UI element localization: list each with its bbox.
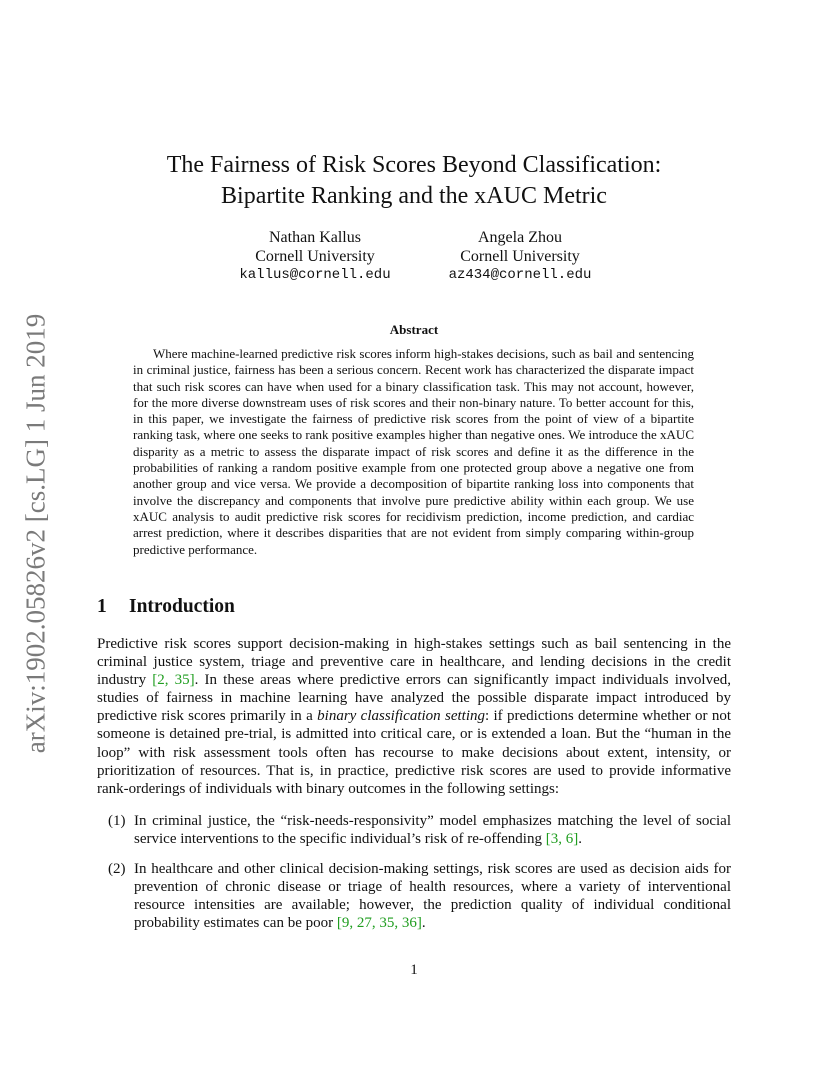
paper-title-line-1: The Fairness of Risk Scores Beyond Classification: [166, 152, 662, 178]
intro-text: : if predictions determine whether or not someone is detained pre-trial, is admitted into critical care, or is extended a loan. But the “human in the loop” with risk assessment tools often has recourse to make decisions about extent, intensity, or prioritization of resources. That is, in practice, predictive risk scores are used to provide informative rank-orderings of individuals with binary outcomes in the following settings: [97, 708, 731, 797]
list-item-label: (2) [108, 861, 126, 877]
intro-text: . In these areas where predictive errors can significantly impact individuals involved, studies of fairness in machine learning have analyzed the possible disparate impact introduced by predictive risk scores primarily in a [97, 672, 731, 725]
author-email: kallus@cornell.edu [239, 267, 391, 283]
list-item-body: In healthcare and other clinical decision-making settings, risk scores are used as decision aids for prevention of chronic disease or triage of health resources, where a variety of interventional resource intensities are available; however, the prediction quality of individual conditional probability estimates can be poor [134, 861, 731, 932]
list-item-text [134, 812, 731, 848]
author-name: Angela Zhou [478, 229, 562, 246]
intro-emphasis: binary classification setting [317, 708, 485, 725]
section-title: Introduction [129, 596, 235, 617]
list-item-label: (1) [108, 813, 126, 829]
author-block-kallus [205, 228, 425, 285]
author-affiliation: Cornell University [255, 248, 375, 265]
intro-text: Predictive risk scores support decision-making in high-stakes settings such as bail sentencing in the criminal justice system, triage and preventive care in healthcare, and lending decisions in the credit industry [97, 636, 731, 689]
list-item-text [134, 860, 731, 932]
list-item-end: . [421, 915, 426, 932]
section-heading-introduction [97, 596, 235, 618]
page-number: 1 [410, 962, 418, 978]
paper-title-line-2: Bipartite Ranking and the xAUC Metric [221, 183, 607, 209]
list-item [97, 812, 731, 848]
list-item-body: In criminal justice, the “risk-needs-responsivity” model emphasizes matching the level of social service interventions to the specific individual’s risk of re-offending [134, 813, 731, 848]
author-email: az434@cornell.edu [448, 267, 592, 283]
arxiv-identifier-stamp: arXiv:1902.05826v2 [cs.LG] 1 Jun 2019 [20, 313, 51, 754]
section-number: 1 [97, 596, 107, 617]
author-block-zhou [410, 228, 630, 285]
author-name: Nathan Kallus [269, 229, 361, 246]
citation-link[interactable]: [2, 35] [152, 672, 195, 689]
paper-title [0, 150, 828, 212]
author-affiliation: Cornell University [460, 248, 580, 265]
citation-link[interactable]: [9, 27, 35, 36] [336, 915, 422, 932]
abstract-heading: Abstract [389, 322, 439, 337]
citation-link[interactable]: [3, 6] [545, 831, 579, 848]
abstract-body: Where machine-learned predictive risk scores inform high-stakes decisions, such as bail and sentencing in criminal justice, fairness has been a serious concern. Recent work has characterized the disparate impact that such risk scores can have when used for a binary classification task. This may not account, however, for the more diverse downstream uses of risk scores and their non-binary nature. To better account for this, in this paper, we investigate the fairness of predictive risk scores from the point of view of a bipartite ranking task, where one seeks to rank positive examples higher than negative ones. We introduce the xAUC disparity as a metric to assess the disparate impact of risk scores and define it as the difference in the probabilities of ranking a random positive example from one protected group above a negative one from another group and vice versa. We provide a decomposition of bipartite ranking loss into components that involve the discrepancy and components that involve pure predictive ability within each group. We use xAUC analysis to audit predictive risk scores for recidivism prediction, income prediction, and cardiac arrest prediction, where it describes disparities that are not evident from simply comparing within-group predictive performance. [133, 346, 694, 557]
list-item [97, 860, 731, 932]
introduction-paragraph [97, 635, 731, 798]
list-item-end: . [578, 831, 582, 848]
